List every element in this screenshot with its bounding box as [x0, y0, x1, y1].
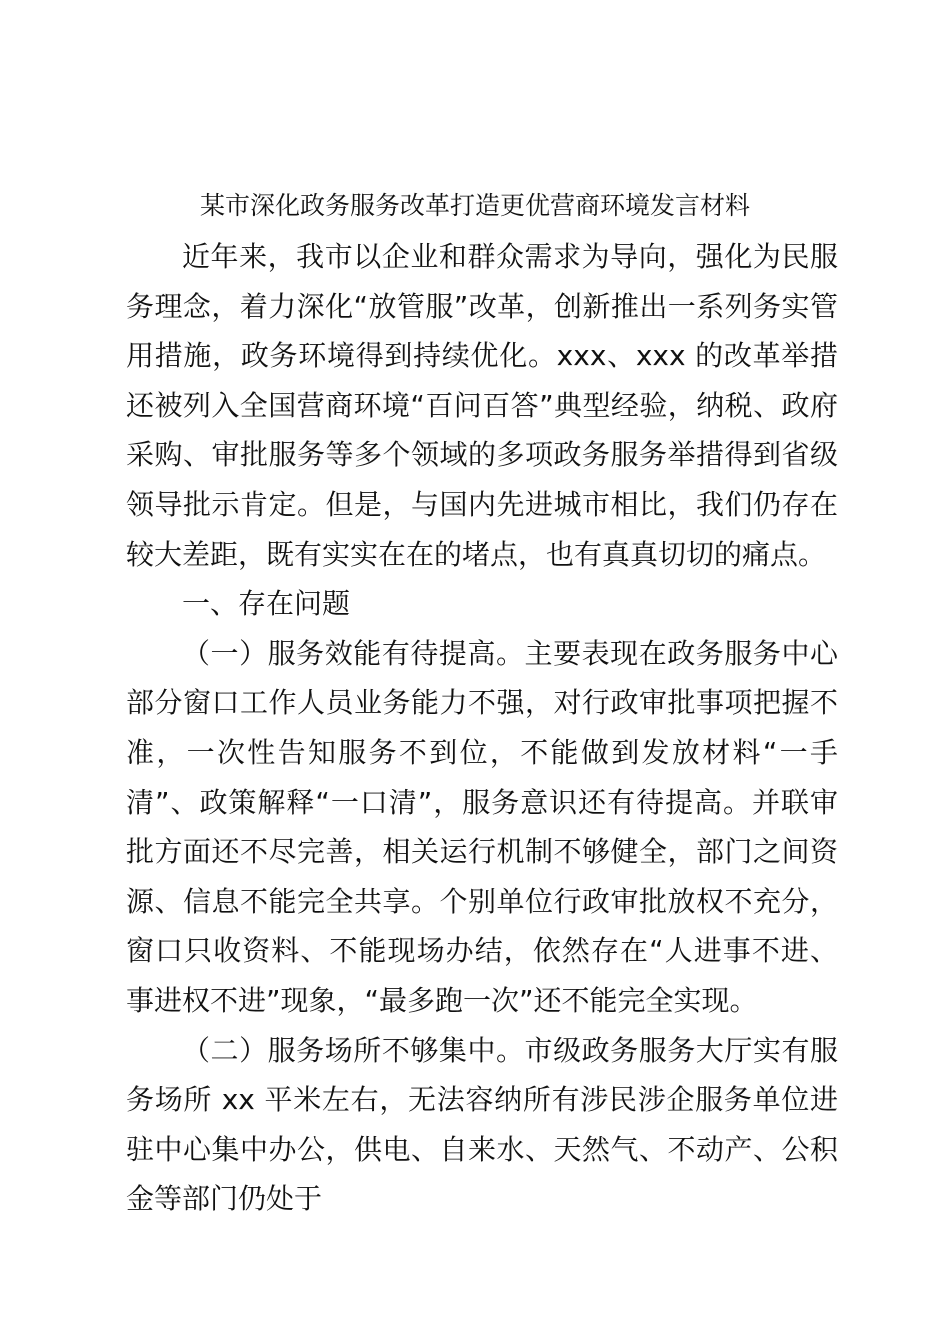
section-heading-problems: 一、存在问题 [182, 587, 351, 621]
document-title: 某市深化政务服务改革打造更优营商环境发言材料 [199, 191, 750, 220]
paragraph-intro: 近年来，我市以企业和群众需求为导向，强化为民服务理念，着力深化“放管服”改革，创新推出一系列务实管用措施，政务环境得到持续优化。xxx、xxx 的改革举措还被列入全国营商环境“百问百答”典型经验，纳税、政府采购、审批服务等多个领域的多项政务服务举措得到省级领导批示肯定。但是，与国内先进城市相比，我们仍存在较大差距，既有实实在在的堵点，也有真真切切的痛点。 [126, 240, 838, 571]
paragraph-service-efficiency: （一）服务效能有待提高。主要表现在政务服务中心部分窗口工作人员业务能力不强，对行政审批事项把握不准，一次性告知服务不到位，不能做到发放材料“一手清”、政策解释“一口清”，服务意识还有待提高。并联审批方面还不尽完善，相关运行机制不够健全，部门之间资源、信息不能完全共享。个别单位行政审批放权不充分，窗口只收资料、不能现场办结，依然存在“人进事不进、事进权不进”现象，“最多跑一次”还不能完全实现。 [126, 636, 838, 1017]
paragraph-service-venue: （二）服务场所不够集中。市级政务服务大厅实有服务场所 xx 平米左右，无法容纳所有涉民涉企服务单位进驻中心集中办公，供电、自来水、天然气、不动产、公积金等部门仍处于 [126, 1033, 838, 1216]
document-body [126, 232, 838, 1224]
